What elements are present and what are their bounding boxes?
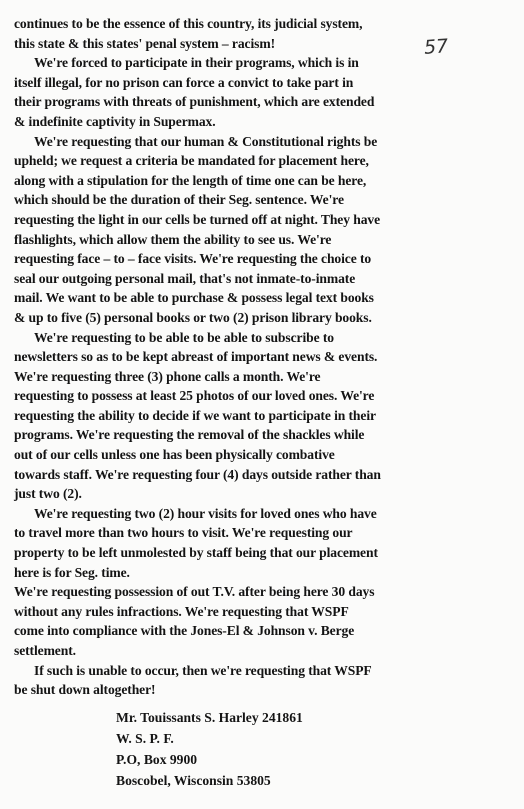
text-line: We're requesting that our human & Constitutional rights be <box>34 133 378 149</box>
text-line: this state & this states' penal system – racism! <box>14 35 276 51</box>
text-line: itself illegal, for no prison can force a convict to take part in <box>14 74 354 90</box>
text-line: be shut down altogether! <box>14 682 156 698</box>
signature-city: Boscobel, Wisconsin 53805 <box>116 773 271 788</box>
signature-po-box: P.O, Box 9900 <box>116 752 198 767</box>
text-line: requesting the light in our cells be turned off at night. They have <box>14 211 381 227</box>
text-line: & indefinite captivity in Supermax. <box>14 113 216 129</box>
text-line: which should be the duration of their Seg. sentence. We're <box>14 192 344 208</box>
text-line: requesting face – to – face visits. We're requesting the choice to <box>14 251 372 267</box>
paragraph <box>14 132 510 328</box>
text-line: continues to be the essence of this country, its judicial system, <box>14 16 363 31</box>
text-line: here is for Seg. time. <box>14 564 130 580</box>
text-line: flashlights, which allow them the ability to see us. We're <box>14 231 332 247</box>
paragraph <box>14 14 510 53</box>
letter-body <box>14 14 510 700</box>
signature-institution: W. S. P. F. <box>116 731 174 746</box>
text-line: just two (2). <box>14 486 82 502</box>
paragraph <box>14 661 510 700</box>
text-line: We're requesting two (2) hour visits for loved ones who have <box>34 505 377 521</box>
paragraph <box>14 504 510 582</box>
text-line: We're forced to participate in their programs, which is in <box>34 55 359 71</box>
text-line: We're requesting to be able to be able to subscribe to <box>34 329 334 345</box>
signature-name: Mr. Touissants S. Harley 241861 <box>116 710 303 725</box>
text-line: mail. We want to be able to purchase & possess legal text books <box>14 290 374 306</box>
text-line: newsletters so as to be kept abreast of important news & events. <box>14 349 378 365</box>
text-line: We're requesting possession of out T.V. after being here 30 days <box>14 584 375 600</box>
paragraph <box>14 328 510 504</box>
text-line: settlement. <box>14 643 76 658</box>
text-line: requesting the ability to decide if we want to participate in their <box>14 407 376 423</box>
text-line: come into compliance with the Jones-El & Johnson v. Berge <box>14 623 355 639</box>
text-line: If such is unable to occur, then we're requesting that WSPF <box>34 662 372 678</box>
text-line: to travel more than two hours to visit. We're requesting our <box>14 525 353 541</box>
handwritten-page-number: 57 <box>423 35 449 59</box>
text-line: without any rules infractions. We're requesting that WSPF <box>14 603 349 619</box>
text-line: property to be left unmolested by staff being that our placement <box>14 545 378 561</box>
text-line: their programs with threats of punishment, which are extended <box>14 94 375 110</box>
text-line: requesting to possess at least 25 photos of our loved ones. We're <box>14 388 375 404</box>
text-line: & up to five (5) personal books or two (2) prison library books. <box>14 309 372 325</box>
text-line: out of our cells unless one has been physically combative <box>14 447 335 463</box>
text-line: seal our outgoing personal mail, that's not inmate-to-inmate <box>14 270 356 286</box>
text-line: upheld; we request a criteria be mandated for placement here, <box>14 153 369 169</box>
text-line: We're requesting three (3) phone calls a month. We're <box>14 368 321 384</box>
paragraph <box>14 53 510 131</box>
text-line: towards staff. We're requesting four (4) days outside rather than <box>14 466 381 482</box>
text-line: along with a stipulation for the length of time one can be here, <box>14 172 367 188</box>
paragraph <box>14 582 510 660</box>
text-line: programs. We're requesting the removal of the shackles while <box>14 427 365 443</box>
signature-block <box>116 707 303 791</box>
